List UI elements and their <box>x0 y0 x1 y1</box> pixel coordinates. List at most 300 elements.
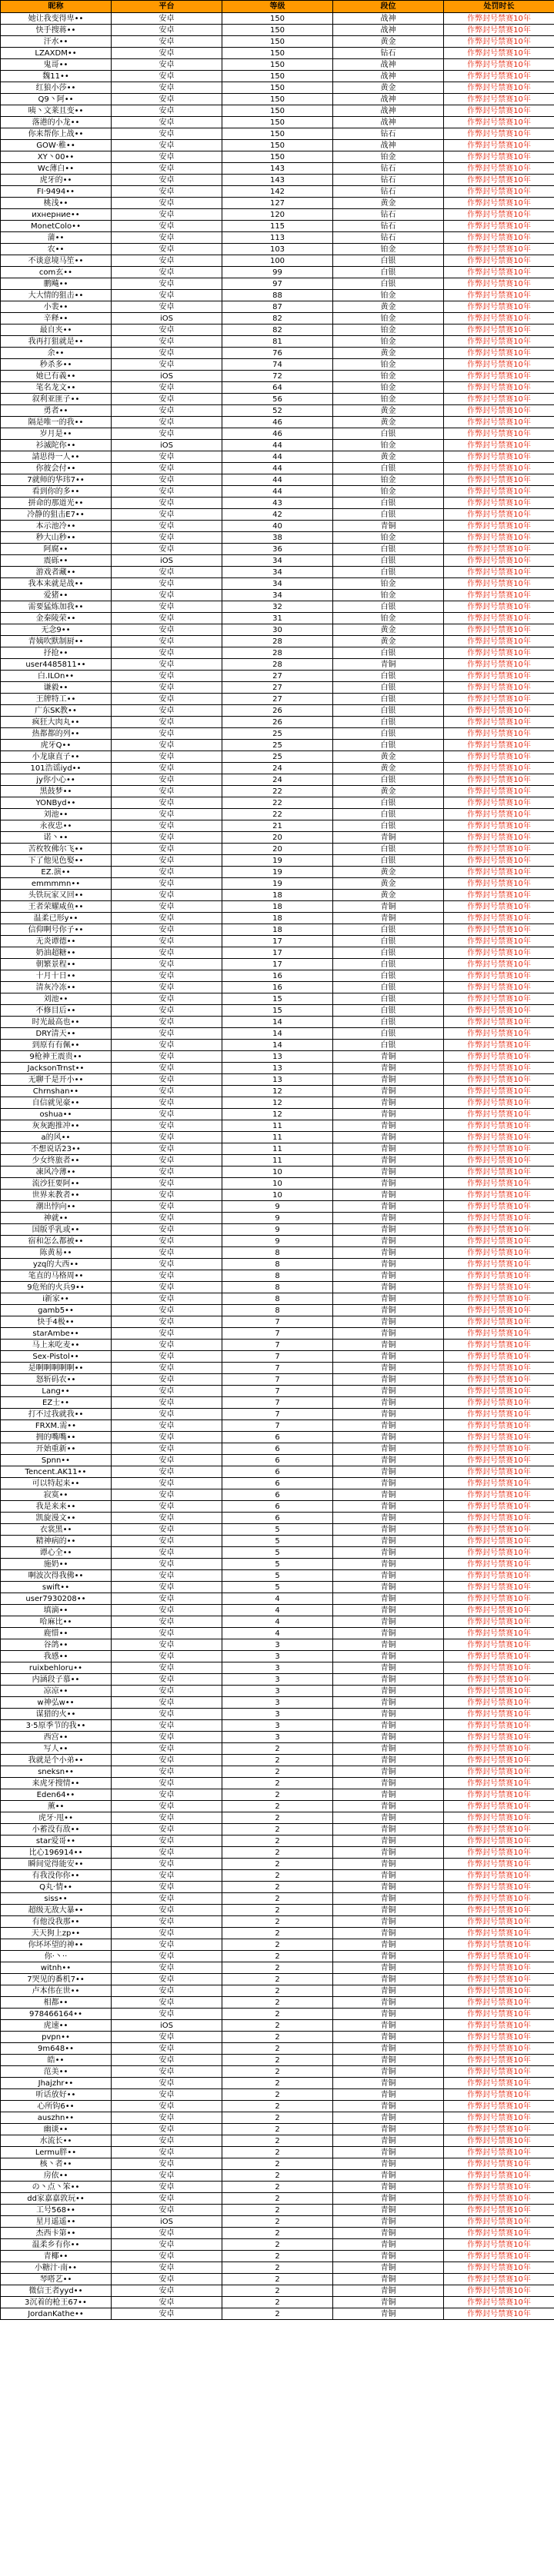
cell-penalty: 作弊封号禁赛10年 <box>444 647 554 659</box>
cell-level: 22 <box>222 786 333 797</box>
table-row <box>1 555 554 567</box>
table-row <box>1 394 554 405</box>
cell-penalty: 作弊封号禁赛10年 <box>444 1755 554 1766</box>
table-row <box>1 486 554 498</box>
cell-penalty: 作弊封号禁赛10年 <box>444 1536 554 1547</box>
cell-rank: 青铜 <box>333 1766 444 1778</box>
cell-nickname: 信仰啊号你子•• <box>1 924 112 936</box>
cell-level: 2 <box>222 1916 333 1928</box>
cell-level: 19 <box>222 878 333 890</box>
cell-nickname: EZ.演•• <box>1 867 112 878</box>
cell-nickname: swift•• <box>1 1582 112 1593</box>
cell-nickname: 自信就见豪•• <box>1 1097 112 1109</box>
table-row <box>1 1870 554 1882</box>
cell-penalty: 作弊封号禁赛10年 <box>444 301 554 313</box>
cell-penalty: 作弊封号禁赛10年 <box>444 324 554 336</box>
table-row <box>1 175 554 186</box>
table-row <box>1 1213 554 1224</box>
cell-penalty: 作弊封号禁赛10年 <box>444 1616 554 1628</box>
cell-penalty: 作弊封号禁赛10年 <box>444 1651 554 1662</box>
cell-penalty: 作弊封号禁赛10年 <box>444 2055 554 2066</box>
table-row <box>1 1559 554 1570</box>
table-row <box>1 901 554 913</box>
cell-level: 19 <box>222 867 333 878</box>
cell-penalty: 作弊封号禁赛10年 <box>444 671 554 682</box>
table-row <box>1 2135 554 2147</box>
cell-level: 18 <box>222 901 333 913</box>
cell-platform: 安卓 <box>112 1662 222 1674</box>
cell-penalty: 作弊封号禁赛10年 <box>444 1893 554 1905</box>
cell-rank: 白银 <box>333 428 444 440</box>
cell-platform: 安卓 <box>112 1017 222 1028</box>
cell-nickname: 快手搜蒋•• <box>1 25 112 36</box>
cell-platform: 安卓 <box>112 382 222 394</box>
cell-nickname: pvpn•• <box>1 2032 112 2043</box>
cell-platform: 安卓 <box>112 94 222 105</box>
table-row <box>1 163 554 175</box>
cell-rank: 战神 <box>333 59 444 71</box>
cell-rank: 青铜 <box>333 1639 444 1651</box>
table-row <box>1 1732 554 1743</box>
cell-nickname: 热都都的列•• <box>1 728 112 740</box>
cell-penalty: 作弊封号禁赛10年 <box>444 359 554 371</box>
cell-rank: 青铜 <box>333 1190 444 1201</box>
cell-level: 7 <box>222 1420 333 1432</box>
table-row <box>1 2032 554 2043</box>
cell-nickname: 杰西卡第•• <box>1 2228 112 2239</box>
cell-nickname: JacksonTrnst•• <box>1 1063 112 1074</box>
table-row <box>1 728 554 740</box>
cell-nickname: 虎牙·甩•• <box>1 1812 112 1824</box>
cell-rank: 钻石 <box>333 186 444 198</box>
cell-penalty: 作弊封号禁赛10年 <box>444 1870 554 1882</box>
cell-penalty: 作弊封号禁赛10年 <box>444 382 554 394</box>
table-row <box>1 936 554 947</box>
cell-rank: 白银 <box>333 809 444 820</box>
cell-platform: 安卓 <box>112 544 222 555</box>
cell-platform: 安卓 <box>112 1559 222 1570</box>
cell-nickname: GOW·稚•• <box>1 140 112 151</box>
cell-level: 150 <box>222 105 333 117</box>
cell-rank: 铂金 <box>333 336 444 348</box>
cell-level: 2 <box>222 1824 333 1835</box>
table-row <box>1 509 554 521</box>
cell-penalty: 作弊封号禁赛10年 <box>444 1097 554 1109</box>
cell-rank: 青铜 <box>333 1478 444 1489</box>
table-row <box>1 1155 554 1167</box>
cell-platform: 安卓 <box>112 982 222 993</box>
cell-level: 6 <box>222 1478 333 1489</box>
cell-rank: 白银 <box>333 1040 444 1051</box>
cell-penalty: 作弊封号禁赛10年 <box>444 590 554 601</box>
cell-nickname: 你坏坏望的神•• <box>1 1939 112 1951</box>
cell-nickname: 青椰•• <box>1 2251 112 2262</box>
table-row <box>1 1040 554 1051</box>
table-row <box>1 1132 554 1143</box>
cell-nickname: 刘池•• <box>1 809 112 820</box>
cell-penalty: 作弊封号禁赛10年 <box>444 1051 554 1063</box>
table-row <box>1 544 554 555</box>
cell-nickname: Q9丶阿•• <box>1 94 112 105</box>
cell-penalty: 作弊封号禁赛10年 <box>444 601 554 613</box>
cell-nickname: 范美•• <box>1 2066 112 2078</box>
cell-rank: 青铜 <box>333 1293 444 1305</box>
table-row <box>1 1282 554 1293</box>
cell-penalty: 作弊封号禁赛10年 <box>444 855 554 867</box>
cell-rank: 青铜 <box>333 2285 444 2297</box>
cell-rank: 青铜 <box>333 1789 444 1801</box>
table-row <box>1 1074 554 1086</box>
cell-level: 12 <box>222 1097 333 1109</box>
cell-penalty: 作弊封号禁赛10年 <box>444 175 554 186</box>
cell-penalty: 作弊封号禁赛10年 <box>444 890 554 901</box>
cell-platform: 安卓 <box>112 1870 222 1882</box>
cell-nickname: 不谈意境马笙•• <box>1 255 112 267</box>
cell-level: 2 <box>222 2216 333 2228</box>
cell-nickname: 隔是唯一的我•• <box>1 417 112 428</box>
table-row <box>1 1905 554 1916</box>
header-penalty: 处罚时长 <box>444 1 554 13</box>
cell-penalty: 作弊封号禁赛10年 <box>444 820 554 832</box>
table-row <box>1 1017 554 1028</box>
cell-platform: 安卓 <box>112 2297 222 2308</box>
table-row <box>1 1420 554 1432</box>
cell-rank: 白银 <box>333 774 444 786</box>
cell-platform: 安卓 <box>112 1155 222 1167</box>
table-row <box>1 1720 554 1732</box>
cell-nickname: 啊波次得我佛•• <box>1 1570 112 1582</box>
table-row <box>1 244 554 255</box>
cell-penalty: 作弊封号禁赛10年 <box>444 1974 554 1985</box>
cell-penalty: 作弊封号禁赛10年 <box>444 1155 554 1167</box>
cell-platform: 安卓 <box>112 2228 222 2239</box>
table-row <box>1 705 554 717</box>
table-row <box>1 1247 554 1259</box>
cell-penalty: 作弊封号禁赛10年 <box>444 2101 554 2112</box>
cell-level: 18 <box>222 924 333 936</box>
cell-platform: 安卓 <box>112 2158 222 2170</box>
cell-level: 150 <box>222 25 333 36</box>
table-row <box>1 797 554 809</box>
cell-platform: 安卓 <box>112 1709 222 1720</box>
cell-rank: 黄金 <box>333 786 444 797</box>
cell-nickname: 谷鸽•• <box>1 1639 112 1651</box>
cell-rank: 铂金 <box>333 151 444 163</box>
cell-rank: 青铜 <box>333 1236 444 1247</box>
cell-level: 2 <box>222 1974 333 1985</box>
cell-rank: 钻石 <box>333 175 444 186</box>
cell-platform: 安卓 <box>112 567 222 578</box>
cell-penalty: 作弊封号禁赛10年 <box>444 1478 554 1489</box>
table-row <box>1 2112 554 2124</box>
cell-nickname: Wc薄白•• <box>1 163 112 175</box>
cell-rank: 白银 <box>333 970 444 982</box>
cell-rank: 白银 <box>333 740 444 751</box>
cell-nickname: 微信王者yyd•• <box>1 2285 112 2297</box>
cell-platform: 安卓 <box>112 2262 222 2274</box>
cell-penalty: 作弊封号禁赛10年 <box>444 2297 554 2308</box>
cell-level: 7 <box>222 1340 333 1351</box>
table-row <box>1 348 554 359</box>
table-row <box>1 336 554 348</box>
cell-platform: 安卓 <box>112 128 222 140</box>
cell-platform: 安卓 <box>112 1167 222 1178</box>
cell-level: 6 <box>222 1489 333 1501</box>
cell-penalty: 作弊封号禁赛10年 <box>444 1824 554 1835</box>
cell-level: 56 <box>222 394 333 405</box>
cell-rank: 青铜 <box>333 2101 444 2112</box>
cell-penalty: 作弊封号禁赛10年 <box>444 278 554 290</box>
cell-platform: 安卓 <box>112 901 222 913</box>
cell-platform: 安卓 <box>112 774 222 786</box>
cell-penalty: 作弊封号禁赛10年 <box>444 682 554 694</box>
cell-platform: 安卓 <box>112 1766 222 1778</box>
cell-penalty: 作弊封号禁赛10年 <box>444 832 554 844</box>
cell-platform: 安卓 <box>112 394 222 405</box>
cell-platform: 安卓 <box>112 1882 222 1893</box>
cell-penalty: 作弊封号禁赛10年 <box>444 232 554 244</box>
table-row <box>1 2043 554 2055</box>
cell-level: 8 <box>222 1247 333 1259</box>
table-row <box>1 2274 554 2285</box>
table-row <box>1 682 554 694</box>
cell-penalty: 作弊封号禁赛10年 <box>444 982 554 993</box>
cell-rank: 铂金 <box>333 324 444 336</box>
cell-platform: 安卓 <box>112 2170 222 2182</box>
cell-penalty: 作弊封号禁赛10年 <box>444 336 554 348</box>
cell-platform: 安卓 <box>112 1259 222 1270</box>
cell-rank: 青铜 <box>333 1674 444 1686</box>
cell-platform: 安卓 <box>112 1536 222 1547</box>
cell-nickname: starAmbe•• <box>1 1328 112 1340</box>
cell-rank: 青铜 <box>333 1409 444 1420</box>
cell-nickname: 疯狂大肉丸•• <box>1 717 112 728</box>
table-row <box>1 2308 554 2320</box>
cell-rank: 青铜 <box>333 1155 444 1167</box>
cell-penalty: 作弊封号禁赛10年 <box>444 763 554 774</box>
cell-rank: 战神 <box>333 117 444 128</box>
cell-penalty: 作弊封号禁赛10年 <box>444 255 554 267</box>
table-row <box>1 947 554 959</box>
cell-penalty: 作弊封号禁赛10年 <box>444 1363 554 1374</box>
cell-penalty: 作弊封号禁赛10年 <box>444 717 554 728</box>
cell-rank: 战神 <box>333 140 444 151</box>
table-row <box>1 267 554 278</box>
table-row <box>1 1605 554 1616</box>
cell-penalty: 作弊封号禁赛10年 <box>444 498 554 509</box>
cell-rank: 青铜 <box>333 1547 444 1559</box>
cell-rank: 青铜 <box>333 1732 444 1743</box>
cell-rank: 铂金 <box>333 474 444 486</box>
cell-rank: 青铜 <box>333 1743 444 1755</box>
cell-nickname: Lang•• <box>1 1386 112 1397</box>
cell-nickname: 精神病的•• <box>1 1536 112 1547</box>
cell-nickname: dd家嘉嘉敦玩•• <box>1 2193 112 2205</box>
cell-rank: 青铜 <box>333 2043 444 2055</box>
table-row <box>1 301 554 313</box>
cell-rank: 白银 <box>333 498 444 509</box>
cell-penalty: 作弊封号禁赛10年 <box>444 2135 554 2147</box>
cell-level: 2 <box>222 2239 333 2251</box>
cell-level: 10 <box>222 1167 333 1178</box>
cell-penalty: 作弊封号禁赛10年 <box>444 1743 554 1755</box>
cell-platform: 安卓 <box>112 301 222 313</box>
cell-nickname: w神弘w•• <box>1 1697 112 1709</box>
cell-rank: 黄金 <box>333 405 444 417</box>
cell-rank: 铂金 <box>333 394 444 405</box>
cell-platform: 安卓 <box>112 1835 222 1847</box>
table-row <box>1 1224 554 1236</box>
table-row <box>1 1962 554 1974</box>
cell-nickname: 王牌特工•• <box>1 694 112 705</box>
cell-nickname: 诺丶•• <box>1 832 112 844</box>
cell-level: 2 <box>222 2308 333 2320</box>
cell-level: 19 <box>222 855 333 867</box>
cell-platform: 安卓 <box>112 1201 222 1213</box>
table-row <box>1 1432 554 1443</box>
cell-penalty: 作弊封号禁赛10年 <box>444 1340 554 1351</box>
cell-rank: 青铜 <box>333 2066 444 2078</box>
cell-level: 2 <box>222 1985 333 1997</box>
cell-level: 11 <box>222 1143 333 1155</box>
cell-nickname: 西宫•• <box>1 1732 112 1743</box>
table-row <box>1 290 554 301</box>
cell-penalty: 作弊封号禁赛10年 <box>444 705 554 717</box>
table-row <box>1 959 554 970</box>
cell-nickname: 凯旋漫文•• <box>1 1513 112 1524</box>
cell-penalty: 作弊封号禁赛10年 <box>444 509 554 521</box>
cell-nickname: 农•• <box>1 244 112 255</box>
cell-level: 5 <box>222 1536 333 1547</box>
cell-level: 12 <box>222 1109 333 1120</box>
cell-penalty: 作弊封号禁赛10年 <box>444 1789 554 1801</box>
cell-nickname: 红狼小莎•• <box>1 82 112 94</box>
cell-platform: 安卓 <box>112 290 222 301</box>
cell-rank: 白银 <box>333 1005 444 1017</box>
cell-nickname: Lermu胖•• <box>1 2147 112 2158</box>
table-row <box>1 1443 554 1455</box>
cell-nickname: 凍风冷薄•• <box>1 1167 112 1178</box>
cell-nickname: 无聊千是开小•• <box>1 1074 112 1086</box>
cell-nickname: 清灰冷冻•• <box>1 982 112 993</box>
cell-rank: 青铜 <box>333 1501 444 1513</box>
cell-rank: 青铜 <box>333 1985 444 1997</box>
table-row <box>1 1501 554 1513</box>
cell-level: 2 <box>222 1801 333 1812</box>
cell-platform: 安卓 <box>112 2112 222 2124</box>
cell-level: 88 <box>222 290 333 301</box>
cell-nickname: 不想说话23•• <box>1 1143 112 1155</box>
table-row <box>1 1835 554 1847</box>
cell-nickname: 秒杀多•• <box>1 359 112 371</box>
table-row <box>1 532 554 544</box>
cell-platform: 安卓 <box>112 2032 222 2043</box>
cell-platform: 安卓 <box>112 924 222 936</box>
cell-level: 2 <box>222 2182 333 2193</box>
cell-platform: 安卓 <box>112 878 222 890</box>
cell-penalty: 作弊封号禁赛10年 <box>444 128 554 140</box>
cell-level: 44 <box>222 440 333 451</box>
cell-nickname: 施奶•• <box>1 1559 112 1570</box>
table-row <box>1 128 554 140</box>
cell-nickname: 青姨吹默制厨•• <box>1 636 112 647</box>
cell-penalty: 作弊封号禁赛10年 <box>444 1962 554 1974</box>
cell-rank: 战神 <box>333 71 444 82</box>
table-row <box>1 1778 554 1789</box>
cell-level: 15 <box>222 1005 333 1017</box>
cell-level: 2 <box>222 2262 333 2274</box>
cell-penalty: 作弊封号禁赛10年 <box>444 348 554 359</box>
cell-platform: 安卓 <box>112 751 222 763</box>
cell-level: 36 <box>222 544 333 555</box>
cell-nickname: 虎牙的•• <box>1 175 112 186</box>
cell-platform: 安卓 <box>112 1120 222 1132</box>
cell-level: 42 <box>222 509 333 521</box>
cell-rank: 白银 <box>333 267 444 278</box>
cell-rank: 黄金 <box>333 301 444 313</box>
cell-level: 2 <box>222 2147 333 2158</box>
cell-level: 9 <box>222 1236 333 1247</box>
cell-level: 14 <box>222 1040 333 1051</box>
table-row <box>1 1824 554 1835</box>
cell-penalty: 作弊封号禁赛10年 <box>444 451 554 463</box>
table-row <box>1 1616 554 1628</box>
cell-level: 150 <box>222 140 333 151</box>
cell-rank: 青铜 <box>333 2193 444 2205</box>
cell-penalty: 作弊封号禁赛10年 <box>444 797 554 809</box>
cell-nickname: 我感•• <box>1 1651 112 1662</box>
cell-penalty: 作弊封号禁赛10年 <box>444 1316 554 1328</box>
cell-nickname: 大大情的狙击•• <box>1 290 112 301</box>
cell-rank: 战神 <box>333 105 444 117</box>
table-row <box>1 1812 554 1824</box>
cell-rank: 黄金 <box>333 763 444 774</box>
table-row <box>1 2158 554 2170</box>
cell-rank: 青铜 <box>333 1709 444 1720</box>
cell-platform: 安卓 <box>112 1651 222 1662</box>
cell-level: 8 <box>222 1282 333 1293</box>
cell-platform: 安卓 <box>112 1951 222 1962</box>
cell-nickname: 快手4极•• <box>1 1316 112 1328</box>
cell-level: 17 <box>222 959 333 970</box>
cell-level: 2 <box>222 2205 333 2216</box>
table-row <box>1 1974 554 1985</box>
cell-penalty: 作弊封号禁赛10年 <box>444 1282 554 1293</box>
cell-platform: 安卓 <box>112 2147 222 2158</box>
table-row <box>1 590 554 601</box>
cell-penalty: 作弊封号禁赛10年 <box>444 728 554 740</box>
cell-nickname: 马上来吃麦•• <box>1 1340 112 1351</box>
cell-nickname: com玄•• <box>1 267 112 278</box>
cell-penalty: 作弊封号禁赛10年 <box>444 36 554 48</box>
cell-penalty: 作弊封号禁赛10年 <box>444 71 554 82</box>
cell-nickname: 头铁玩家又回•• <box>1 890 112 901</box>
cell-level: 97 <box>222 278 333 290</box>
cell-level: 28 <box>222 636 333 647</box>
cell-rank: 青铜 <box>333 1593 444 1605</box>
table-row <box>1 717 554 728</box>
cell-rank: 青铜 <box>333 2274 444 2285</box>
cell-nickname: 来虎牙搜情•• <box>1 1778 112 1789</box>
cell-rank: 白银 <box>333 671 444 682</box>
cell-nickname: FRXM.需•• <box>1 1420 112 1432</box>
table-row <box>1 371 554 382</box>
cell-platform: 安卓 <box>112 797 222 809</box>
cell-nickname: 王者荣耀咸鱼•• <box>1 901 112 913</box>
cell-penalty: 作弊封号禁赛10年 <box>444 913 554 924</box>
cell-rank: 青铜 <box>333 1340 444 1351</box>
cell-rank: 青铜 <box>333 1951 444 1962</box>
